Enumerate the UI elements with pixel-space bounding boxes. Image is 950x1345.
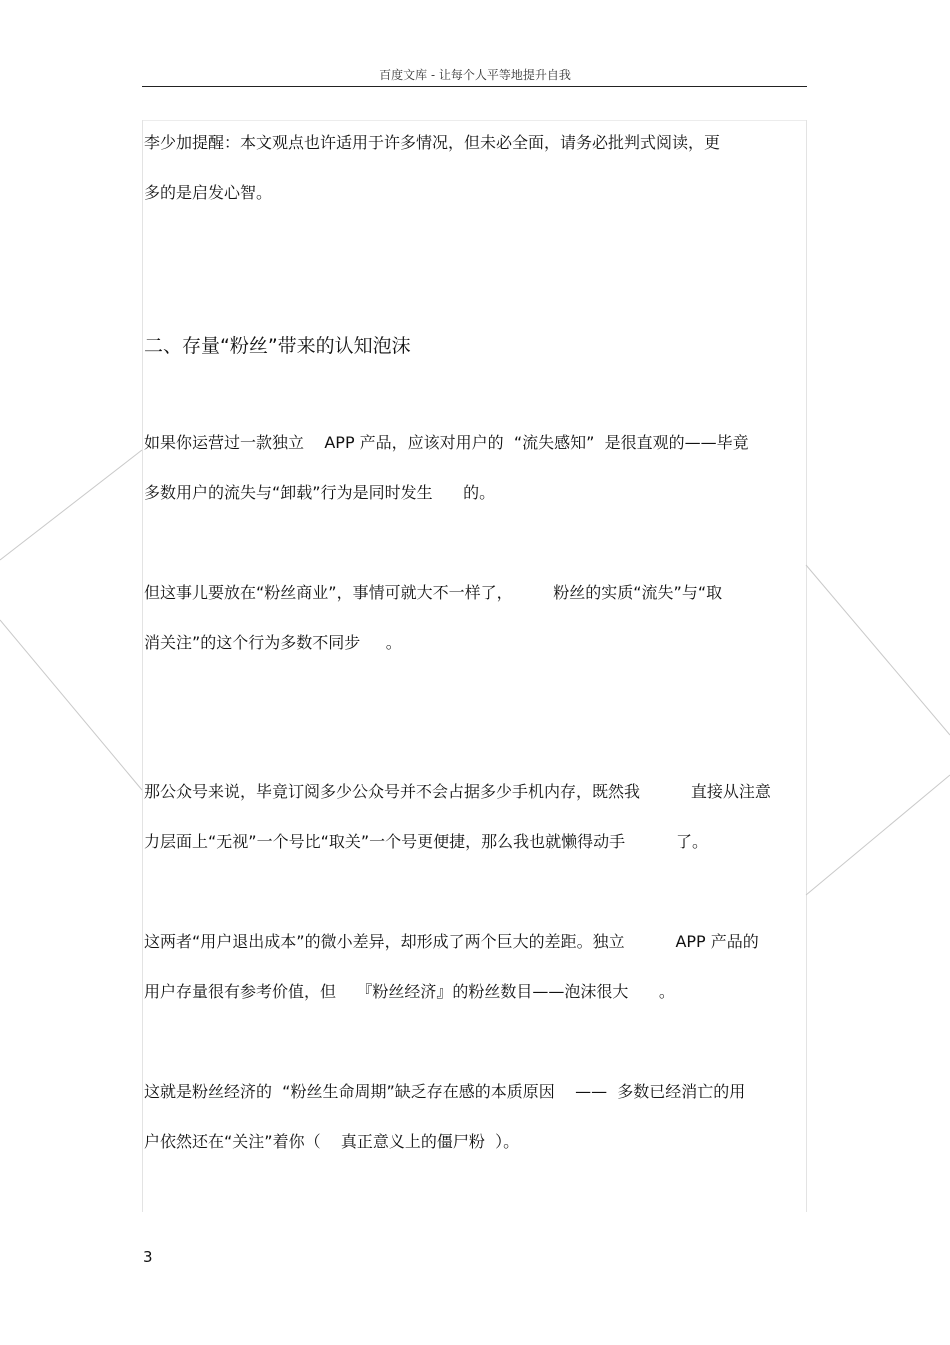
paragraph-line: 多数用户的流失与“卸载”行为是同时发生 的。: [144, 483, 496, 502]
header-title: 百度文库 - 让每个人平等地提升自我: [379, 68, 571, 82]
section-heading: 二、存量“粉丝”带来的认知泡沫: [144, 335, 411, 357]
page-number: 3: [143, 1248, 153, 1266]
paragraph-line: 户依然还在“关注”着你（ 真正意义上的僵尸粉 ）。: [144, 1132, 520, 1151]
frame-top-border: [142, 120, 807, 121]
paragraph-line: 用户存量很有参考价值，但 『粉丝经济』的粉丝数目——泡沫很大 。: [144, 982, 675, 1001]
frame-left-border: [142, 120, 143, 1212]
reminder-line: 李少加提醒：本文观点也许适用于许多情况，但未必全面，请务必批判式阅读，更: [144, 133, 721, 152]
reminder-line: 多的是启发心智。: [144, 183, 273, 202]
paragraph-line: 消关注”的这个行为多数不同步 。: [144, 633, 402, 652]
paragraph-line: 力层面上“无视”一个号比“取关”一个号更便捷，那么我也就懒得动手 了。: [144, 832, 709, 851]
paragraph-line: 但这事儿要放在“粉丝商业”，事情可就大不一样了， 粉丝的实质“流失”与“取: [144, 583, 723, 602]
header-rule: [142, 86, 807, 87]
paragraph-line: 这就是粉丝经济的 “粉丝生命周期”缺乏存在感的本质原因 —— 多数已经消亡的用: [144, 1082, 746, 1101]
paragraph-line: 如果你运营过一款独立 APP 产品，应该对用户的 “流失感知” 是很直观的——毕竟: [144, 433, 749, 452]
frame-right-border: [806, 120, 807, 1212]
paragraph-line: 这两者“用户退出成本”的微小差异，却形成了两个巨大的差距。独立 APP 产品的: [144, 932, 759, 951]
paragraph-line: 那公众号来说，毕竟订阅多少公众号并不会占据多少手机内存，既然我 直接从注意: [144, 782, 771, 801]
